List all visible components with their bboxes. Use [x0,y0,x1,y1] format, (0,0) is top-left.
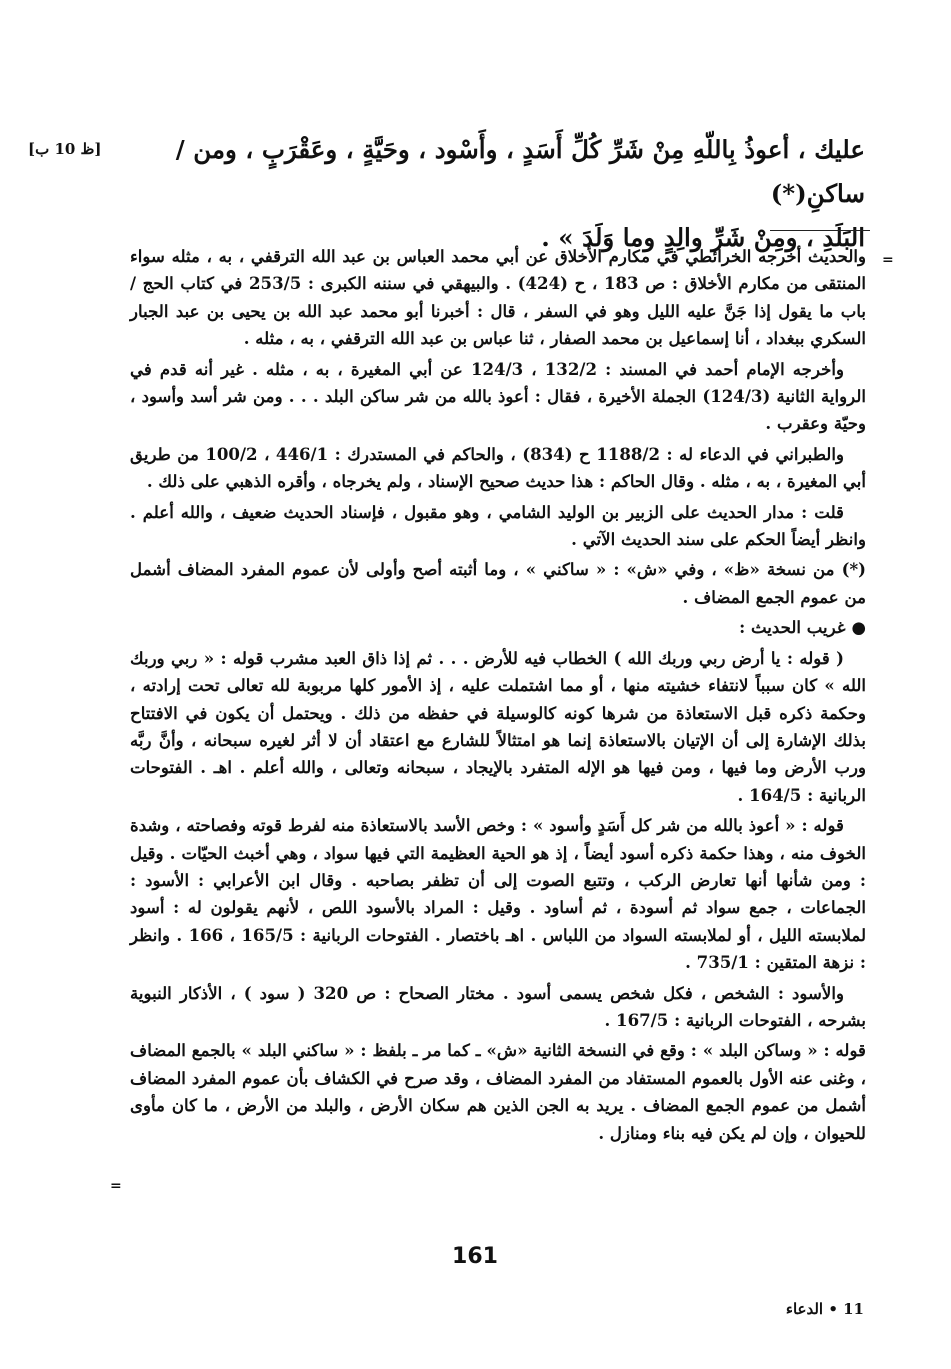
manuscript-folio-reference: [ظ 10 ب] [28,140,102,158]
footnotes [130,243,866,1150]
footnote-paragraph: قوله : « وساكن البلد » : وقع في النسخة الثانية «ش» ـ كما مر ـ بلفظ : « ساكني البلد » بالجمع المضاف ، وغنى عنه الأول بالعموم المستفاد من المفرد المضاف ، وقد صرح في الكشاف بأن عموم المفرد المضاف أشمل من عموم الجمع المضاف . يريد به الجن الذين هم سكان الأرض ، والبلد من الأرض ، ما كان مأوى للحيوان ، وإن لم يكن فيه بناء ومنازل . [130,1040,866,1143]
main-text-line-2: البَلَدِ ، ومِنْ شَرِّ والِدٍ وما وَلَدَ » . [541,223,865,252]
hadith-main-text [120,128,865,260]
footnote-paragraph: والأسود : الشخص ، فكل شخص يسمى أسود . مختار الصحاح : ص 320 ( سود ) ، الأذكار النبوية بشرحه ، الفتوحات الربانية : 167/5 . [130,982,866,1030]
footnote-paragraph: وأخرجه الإمام أحمد في المسند : 132/2 ، 124/3 عن أبي المغيرة ، به ، مثله . غير أنه قدم في الرواية الثانية (124/3) الجملة الأخيرة ، فقال : أعوذ بالله من شر ساكن البلد . . . ومن شر أسد وأسود ، وحيّة وعقرب . [130,358,866,434]
footnote-paragraph: والحديث أخرجه الخرائطي في مكارم الأخلاق عن أبي محمد العباس بن عبد الله الترقفي ، به ، مثله سواء المنتقى من مكارم الأخلاق : ص 183 ، ح (424) . والبيهقي في سننه الكبرى : 253/5 في كتاب الحج / باب ما يقول إذا جَنَّ عليه الليل وهو في السفر ، قال : أخبرنا أبو محمد عبد الله بن يحيى بن عبد الجبار السكري ببغداد ، أنا إسماعيل بن محمد الصفار ، ثنا عباس بن عبد الله الترقفي ، به ، مثله . [130,246,867,349]
footnote-paragraph: ( قوله : يا أرض ربي وربك الله ) الخطاب فيه للأرض . . . ثم إذا ذاق العبد مشرب قوله : « ربي وربك الله » كان سبباً لانتفاء خشيته منها ، أو مما اشتملت عليه ، إذ الأمور كلها مربوبة لله تعالى تحت إرادته ، وحكمة ذكره قبل الاستعاذة من شرها كونه كالوسيلة في حفظه من ذلك . ويحتمل أن يكون في الافتتاح بذلك الإشارة إلى أن الإتيان بالاستعاذة إنما هو امتثالاً للشارع مع اعتقاد أن لا أثر لغيره سبحانه ، وأنَّ ربَّه ورب الأرض وما فيها ، ومن فيها هو الإله المتفرد بالإيجاد ، سبحانه وتعالى ، والله أعلم . اهـ . الفتوحات الربانية : 164/5 . [130,647,866,805]
footnote-paragraph: قوله : « أعوذ بالله من شر كل أَسَدٍ وأسود » : وخص الأسد بالاستعاذة منه لفرط قوته وفصاحته ، وشدة الخوف منه ، وهذا حكمة ذكره أسود أيضاً ، إذ هو الحية العظيمة التي فيها سواد ، وهي أخبث الحيّات . وقيل : ومن شأنها أنها تعارض الركب ، وتتبع الصوت إلى أن تظفر بصاحبه . وقال ابن الأعرابي : الأسود : الجماعات ، جمع سواد ثم أسودة ، ثم أساود . وقيل : المراد بالأسود اللص ، لأنهم يقولون له : أسود لملابسته الليل ، أو لملابسته السواد من اللباس . اهـ باختصار . الفتوحات الربانية : 165/5 ، 166 . وانظر : نزهة المتقين : 735/1 . [130,815,866,973]
footnote-paragraph: قلت : مدار الحديث على الزبير بن الوليد الشامي ، وهو مقبول ، فإسناد الحديث ضعيف ، والله أعلم . وانظر أيضاً الحكم على سند الحديث الآتي . [130,501,866,550]
footnote-divider [770,230,870,231]
asterisk-footnote: (*) من نسخة «ظ» ، وفي «ش» : « ساكني » ، وما أثبته أصح وأولى لأن عموم المفرد المضاف أشمل من عموم الجمع المضاف . [130,559,866,607]
margin-continuation-mark-top: = [882,252,894,268]
page-number: 161 [452,1244,498,1269]
main-text-line-1: عليك ، أعوذُ بِاللّهِ مِنْ شَرِّ كُلِّ أَسَدٍ ، وأَسْود ، وحَيَّةٍ ، وعَقْرَبٍ ، ومن / ساكنِ(*) [175,135,865,208]
margin-continuation-mark-bottom: = [110,1178,122,1194]
footnote-paragraph: والطبراني في الدعاء له : 1188/2 ح (834) ، والحاكم في المستدرك : 446/1 ، 100/2 من طريق أبي المغيرة ، به ، مثله . وقال الحاكم : هذا حديث صحيح الإسناد ، ولم يخرجاه ، وأقره الذهبي على ذلك . [130,443,866,492]
section-heading-gharib: ● غريب الحديث : [130,614,866,641]
running-footer: 11 • الدعاء [785,1300,864,1318]
